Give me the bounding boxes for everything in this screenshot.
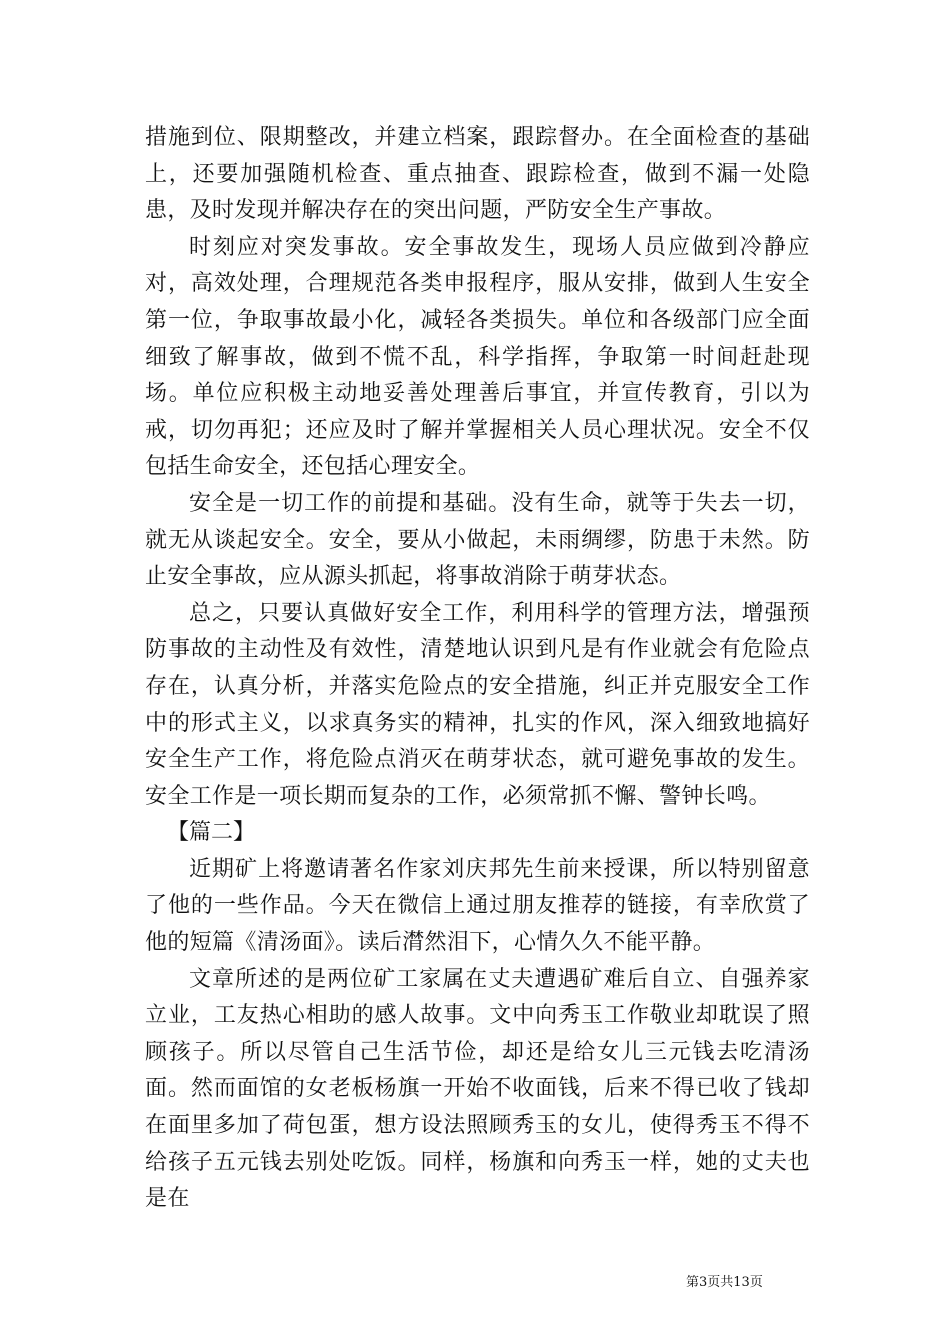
paragraph-story-summary: 文章所述的是两位矿工家属在丈夫遭遇矿难后自立、自强养家立业，工友热心相助的感人故事。文中向秀玉工作敬业却耽误了照顾孩子。所以尽管自己生活节俭，却还是给女儿三元钱去吃清汤面。然而面馆的女老板杨旗一开始不收面钱，后来不得已收了钱却在面里多加了荷包蛋，想方设法照顾秀玉的女儿，使得秀玉不得不给孩子五元钱去别处吃饭。同样，杨旗和向秀玉一样，她的丈夫也是在 [145, 966, 810, 1212]
document-body [145, 120, 810, 1218]
section-heading: 【篇二】 [167, 820, 256, 846]
page-number-footer: 第3页共13页 [686, 1275, 763, 1290]
paragraph-safety-foundation: 安全是一切工作的前提和基础。没有生命，就等于失去一切，就无从谈起安全。安全，要从小做起，未雨绸缪，防患于未然。防止安全事故，应从源头抓起，将事故消除于萌芽状态。 [145, 490, 810, 590]
paragraph-conclusion: 总之，只要认真做好安全工作，利用科学的管理方法，增强预防事故的主动性及有效性，清楚地认识到凡是有作业就会有危险点存在，认真分析，并落实危险点的安全措施，纠正并克服安全工作中的形式主义，以求真务实的精神，扎实的作风，深入细致地搞好安全生产工作，将危险点消灭在萌芽状态，就可避免事故的发生。安全工作是一项长期而复杂的工作，必须常抓不懈、警钟长鸣。 [145, 600, 810, 809]
paragraph-emergency-response: 时刻应对突发事故。安全事故发生，现场人员应做到冷静应对，高效处理，合理规范各类申报程序，服从安排，做到人生安全第一位，争取事故最小化，减轻各类损失。单位和各级部门应全面细致了解事故，做到不慌不乱，科学指挥，争取第一时间赶赴现场。单位应积极主动地妥善处理善后事宜，并宣传教育，引以为戒，切勿再犯；还应及时了解并掌握相关人员心理状况。安全不仅包括生命安全，还包括心理安全。 [145, 234, 810, 480]
paragraph-author-visit: 近期矿上将邀请著名作家刘庆邦先生前来授课，所以特别留意了他的一些作品。今天在微信上通过朋友推荐的链接，有幸欣赏了他的短篇《清汤面》。读后潸然泪下，心情久久不能平静。 [145, 856, 810, 956]
paragraph-continuation: 措施到位、限期整改，并建立档案，跟踪督办。在全面检查的基础上，还要加强随机检查、重点抽查、跟踪检查，做到不漏一处隐患，及时发现并解决存在的突出问题，严防安全生产事故。 [145, 125, 810, 224]
